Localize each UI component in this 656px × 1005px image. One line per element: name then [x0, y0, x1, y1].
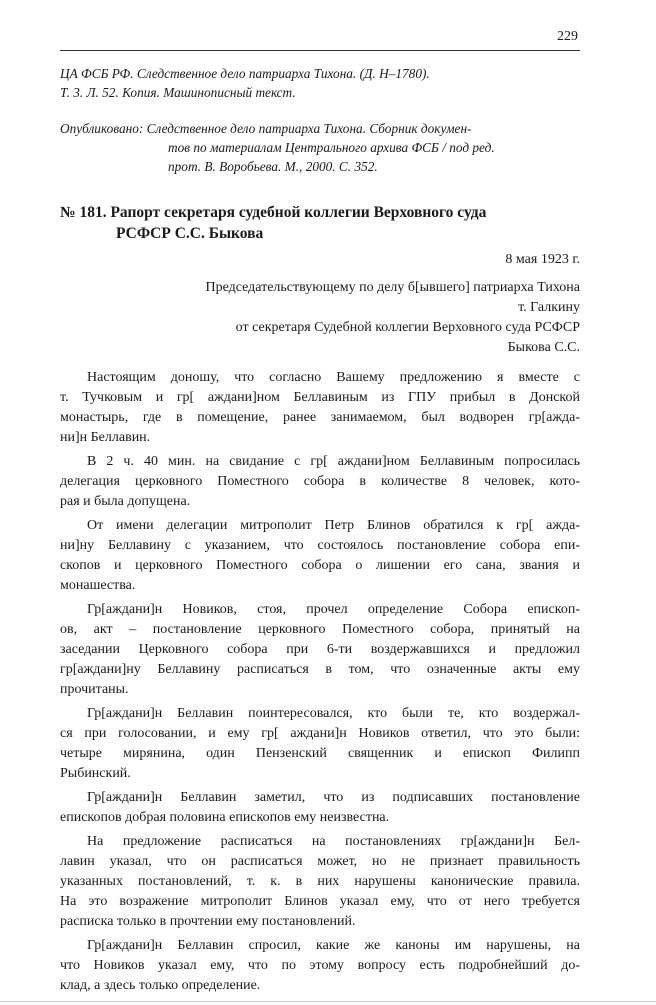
archive-source — [60, 64, 580, 102]
paragraph-line: ни]н Беллавин. — [60, 430, 151, 445]
published-line: Опубликовано: Следственное дело патриарха Тихона. Сборник докумен- — [60, 121, 472, 136]
paragraph-line: На предложение расписаться на постановлениях гр[аждани]н Бел- — [87, 834, 580, 849]
paragraph-line: заседании Церковного собора при 6-ти воздержавшихся и предложил — [60, 642, 580, 657]
paragraph — [60, 368, 580, 448]
document-heading — [60, 202, 580, 244]
paragraph-line: что Новиков указал ему, что по этому вопросу есть подробнейший до- — [60, 958, 580, 973]
paragraph — [60, 936, 580, 996]
paragraph-line: т. Тучковым и гр[ аждани]ном Беллавиным из ГПУ прибыл в Донской — [60, 390, 580, 405]
paragraph-line: Гр[аждани]н Беллавин заметил, что из подписавших постановление — [87, 790, 580, 805]
report-body — [60, 368, 580, 996]
paragraph-line: От имени делегации митрополит Петр Блинов обратился к гр[ ажда- — [87, 518, 580, 533]
source-line: Т. 3. Л. 52. Копия. Машинописный текст. — [60, 85, 296, 100]
addressee-line: Председательствующему по делу б[ывшего] патриарха Тихона — [205, 280, 580, 295]
paragraph-line: расписка только в прочтении ему постановлений. — [60, 914, 356, 929]
paragraph-line: епископов добрая половина епископов ему неизвестна. — [60, 810, 390, 825]
paragraph — [60, 832, 580, 932]
paragraph-line: клад, а здесь только определение. — [60, 978, 261, 993]
paragraph-line: Гр[аждани]н Новиков, стоя, прочел определение Собора епископ- — [87, 602, 580, 617]
paragraph-line: делегация церковного Поместного собора в количестве 8 человек, кото- — [60, 474, 580, 489]
page-number: 229 — [557, 29, 578, 44]
document-date: 8 мая 1923 г. — [505, 252, 580, 267]
header-rule — [60, 50, 580, 51]
paragraph-line: ов, акт – постановление церковного Поместного собора, принятый на — [60, 622, 580, 637]
paragraph-line: четыре мирянина, один Пензенский священник и епископ Филипп — [60, 746, 580, 761]
heading-line: № 181. Рапорт секретаря судебной коллегии Верховного суда — [60, 204, 487, 221]
paragraph-line: Настоящим доношу, что согласно Вашему предложению я вместе с — [87, 370, 580, 385]
paragraph-line: В 2 ч. 40 мин. на свидание с гр[ аждани]ном Беллавиным попросилась — [87, 454, 580, 469]
published-line: прот. В. Воробьева. М., 2000. С. 352. — [168, 159, 378, 174]
paragraph-line: лавин указал, что он расписаться может, но не признает правильность — [60, 854, 580, 869]
footer-rule — [0, 1001, 656, 1002]
addressee-line: от секретаря Судебной коллегии Верховного суда РСФСР — [235, 320, 580, 335]
paragraph-line: гр[аждани]ну Беллавину расписаться в том, что означенные акты ему — [60, 662, 580, 677]
addressee-block — [60, 278, 580, 358]
paragraph-line: прочитаны. — [60, 682, 129, 697]
paragraph — [60, 452, 580, 512]
paragraph-line: На это возражение митрополит Блинов указал ему, что от него требуется — [60, 894, 580, 909]
paragraph-line: монашества. — [60, 578, 136, 593]
paragraph — [60, 600, 580, 700]
publication-note — [60, 119, 580, 176]
paragraph-line: Гр[аждани]н Беллавин спросил, какие же каноны им нарушены, на — [87, 938, 580, 953]
addressee-line: т. Галкину — [518, 300, 580, 315]
paragraph-line: монастырь, где в помещение, ранее занимаемом, был водворен гр[ажда- — [60, 410, 580, 425]
paragraph-line: указанных постановлений, т. к. в них нарушены канонические правила. — [60, 874, 580, 889]
paragraph-line: Гр[аждани]н Беллавин поинтересовался, кто были те, кто воздержал- — [87, 706, 580, 721]
paragraph-line: рая и была допущена. — [60, 494, 191, 509]
paragraph — [60, 788, 580, 828]
page-content — [60, 64, 580, 1000]
paragraph-line: ся при голосовании, и ему гр[ аждани]н Новиков ответил, что это были: — [60, 726, 580, 741]
published-line: тов по материалам Центрального архива ФСБ / под ред. — [168, 140, 495, 155]
paragraph — [60, 516, 580, 596]
paragraph — [60, 704, 580, 784]
paragraph-line: скопов и церковного Поместного собора о лишении его сана, звания и — [60, 558, 580, 573]
addressee-line: Быкова С.С. — [507, 340, 580, 355]
source-line: ЦА ФСБ РФ. Следственное дело патриарха Тихона. (Д. Н–1780). — [60, 66, 430, 81]
heading-line: РСФСР С.С. Быкова — [116, 225, 264, 242]
paragraph-line: ни]ну Беллавину с указанием, что состоялось постановление собора епи- — [60, 538, 580, 553]
paragraph-line: Рыбинский. — [60, 766, 131, 781]
